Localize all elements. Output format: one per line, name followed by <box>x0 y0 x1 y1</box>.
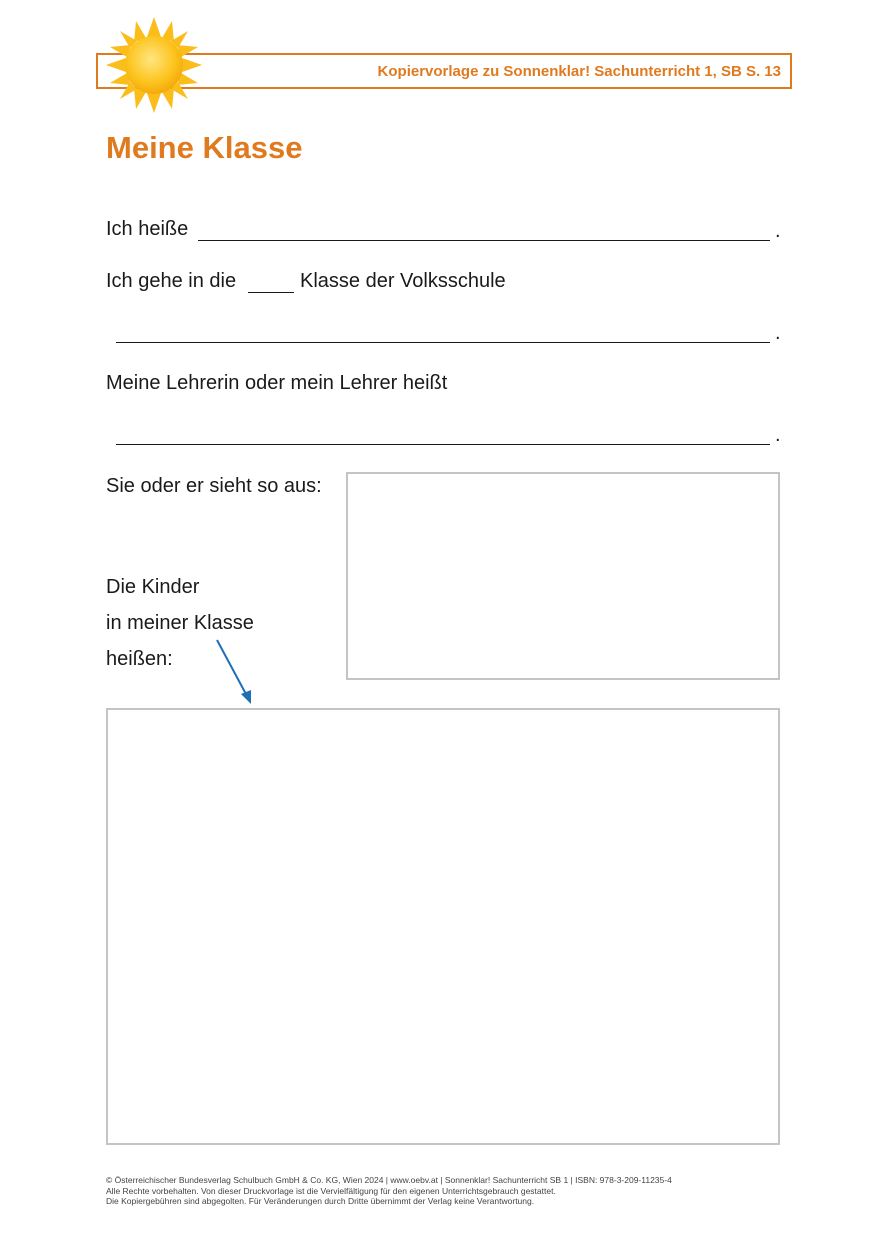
kids-label-1: Die Kinder <box>106 576 200 598</box>
school-blank[interactable] <box>116 342 770 343</box>
teacher-period: . <box>775 424 781 446</box>
kids-label-3: heißen: <box>106 648 173 670</box>
footer <box>106 1175 672 1207</box>
name-period: . <box>775 220 781 242</box>
footer-line-1: © Österreichischer Bundesverlag Schulbuch GmbH & Co. KG, Wien 2024 | www.oebv.at | Sonnenklar! Sachunterricht SB 1 | ISBN: 978-3-209-11235-4 <box>106 1175 672 1185</box>
teacher-blank[interactable] <box>116 444 770 445</box>
kids-names-box[interactable] <box>106 708 780 1145</box>
footer-line-2: Alle Rechte vorbehalten. Von dieser Druckvorlage ist die Vervielfältigung für den eigenen Unterrichtsgebrauch gestattet. <box>106 1185 556 1196</box>
name-blank[interactable] <box>198 240 770 241</box>
header-text: Kopiervorlage zu Sonnenklar! Sachunterricht 1, SB S. 13 <box>377 63 781 80</box>
grade-blank[interactable] <box>248 292 294 293</box>
kids-label-2: in meiner Klasse <box>106 612 254 634</box>
sun-icon <box>106 17 202 113</box>
looks-label: Sie oder er sieht so aus: <box>106 475 322 497</box>
teacher-drawing-box[interactable] <box>346 472 780 680</box>
teacher-label: Meine Lehrerin oder mein Lehrer heißt <box>106 372 448 394</box>
footer-line-3: Die Kopiergebühren sind abgegolten. Für Veränderungen durch Dritte übernimmt der Verlag keine Verantwortung. <box>106 1196 535 1206</box>
grade-label-a: Ich gehe in die <box>106 270 237 292</box>
page-title: Meine Klasse <box>106 130 303 165</box>
arrow-down-icon <box>205 632 265 712</box>
name-label: Ich heiße <box>106 218 189 240</box>
school-period: . <box>775 322 781 344</box>
grade-label-b: Klasse der Volksschule <box>300 270 506 292</box>
